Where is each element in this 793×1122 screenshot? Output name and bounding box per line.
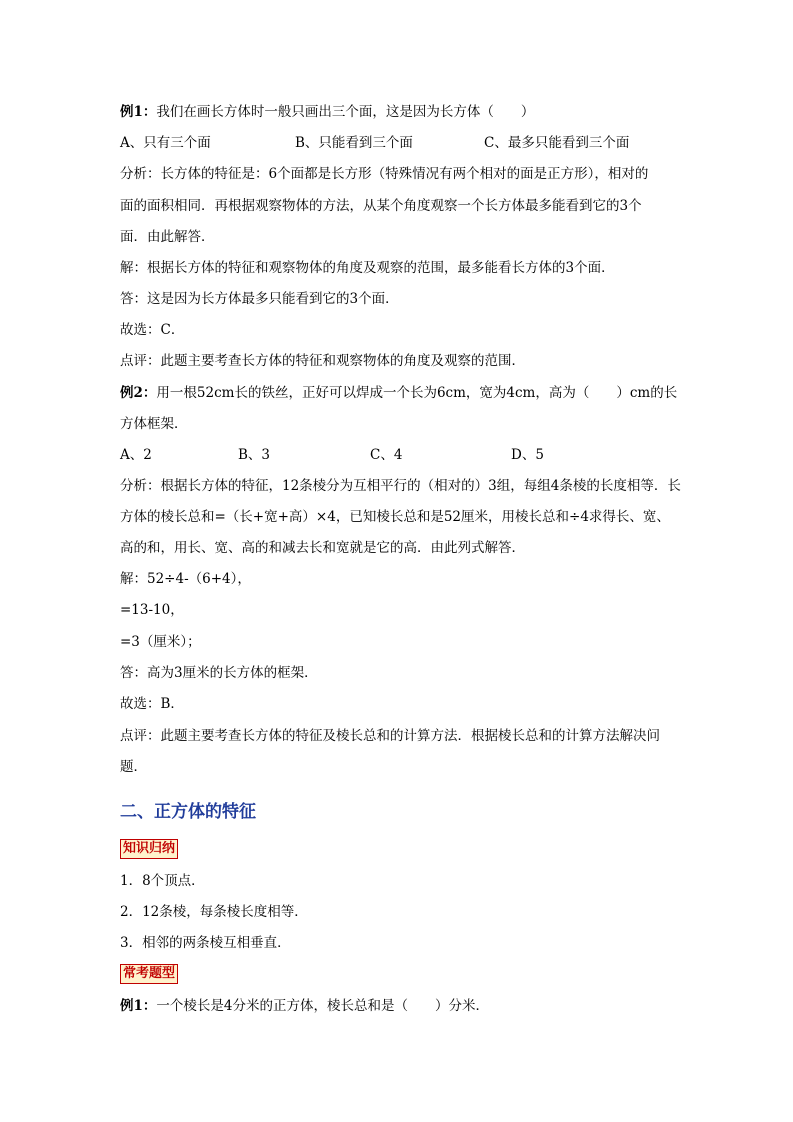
ex1-choice: 故选：C． [120,322,185,338]
ex1-analysis-line-2: 面的面积相同．再根据观察物体的方法，从某个角度观察一个长方体最多能看到它的3个 [120,198,642,214]
ex1-option-a: A、只有三个面 [120,135,211,151]
ex1-answer: 答：这是因为长方体最多只能看到它的3个面． [120,291,399,307]
ex1-solution: 解：根据长方体的特征和观察物体的角度及观察的范围，最多能看长方体的3个面． [120,260,615,276]
ex2-option-b: B、3 [238,447,271,463]
ex2-analysis-line-1: 分析：根据长方体的特征，12条棱分为互相平行的（相对的）3组，每组4条棱的长度相等．长 [120,478,681,494]
point-2: 2．12条棱，每条棱长度相等． [120,904,308,920]
common-question-tag: 常考题型 [120,964,178,984]
ex1-question-line [120,103,534,121]
knowledge-summary-tag: 知识归纳 [120,839,178,859]
ex1-analysis-line-3: 面．由此解答． [120,229,215,245]
ex2-option-d: D、5 [511,447,544,463]
ex2-option-c: C、4 [370,447,403,463]
ex2-question-1: 用一根52cm长的铁丝，正好可以焊成一个长为6cm，宽为4cm，高为（ ）cm的长 [156,385,678,401]
section2-ex1-line [120,997,489,1015]
ex1-option-c: C、最多只能看到三个面 [484,135,630,151]
ex2-solution-line-2: =13-10， [120,602,184,618]
ex2-solution-line-1: 解：52÷4-（6+4）， [120,571,251,587]
ex1-question: 我们在画长方体时一般只画出三个面，这是因为长方体（ ） [156,104,535,120]
section2-ex1-label: 例1： [120,998,157,1014]
ex2-analysis-line-2: 方体的棱长总和=（长+宽+高）×4，已知棱长总和是52厘米，用棱长总和÷4求得长、宽、 [120,509,670,525]
ex2-comment-line-1: 点评：此题主要考查长方体的特征及棱长总和的计算方法．根据棱长总和的计算方法解决问 [120,728,660,744]
ex2-question-line-1 [120,384,677,402]
ex2-comment-line-2: 题． [120,759,147,775]
ex2-option-a: A、2 [120,447,152,463]
ex1-comment: 点评：此题主要考查长方体的特征和观察物体的角度及观察的范围． [120,353,525,369]
section-heading: 二、正方体的特征 [120,802,256,822]
ex1-analysis-line-1: 分析：长方体的特征是：6个面都是长方形（特殊情况有两个相对的面是正方形），相对的 [120,166,649,182]
ex2-solution-line-3: =3（厘米）； [120,634,201,650]
ex2-choice: 故选：B． [120,696,184,712]
ex2-analysis-line-3: 高的和，用长、宽、高的和减去长和宽就是它的高．由此列式解答． [120,540,525,556]
point-3: 3．相邻的两条棱互相垂直． [120,935,291,951]
ex1-label: 例1： [120,104,157,120]
point-1: 1．8个顶点． [120,873,205,889]
section2-ex1-question: 一个棱长是4分米的正方体，棱长总和是（ ）分米． [156,998,489,1014]
ex1-option-b: B、只能看到三个面 [295,135,413,151]
ex2-label: 例2： [120,385,157,401]
ex2-answer: 答：高为3厘米的长方体的框架． [120,665,318,681]
ex2-question-line-2: 方体框架． [120,416,188,432]
